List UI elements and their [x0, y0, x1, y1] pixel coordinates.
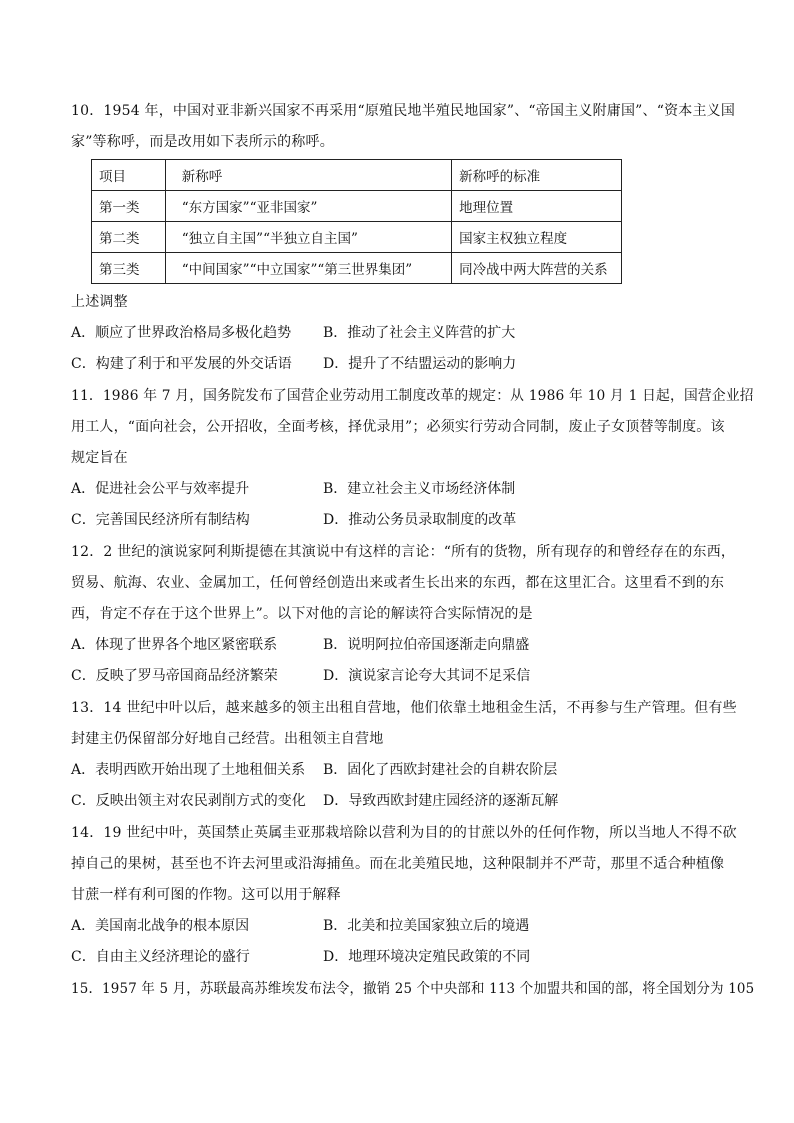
question-11-option-d: D．推动公务员录取制度的改革	[323, 512, 517, 528]
question-13-stem-line-2: 封建主仍保留部分好地自己经营。出租领主自营地	[71, 731, 384, 747]
table-row	[92, 253, 622, 284]
question-11-option-a: A．促进社会公平与效率提升	[71, 481, 250, 497]
question-12-stem-line-3: 西，肯定不存在于这个世界上”。以下对他的言论的解读符合实际情况的是	[71, 606, 533, 622]
question-12-option-b: B．说明阿拉伯帝国逐渐走向鼎盛	[323, 637, 530, 653]
table-row	[92, 222, 622, 253]
question-10-after-table: 上述调整	[71, 294, 128, 310]
question-12-option-a: A．体现了世界各个地区紧密联系	[71, 637, 278, 653]
question-12-option-c: C．反映了罗马帝国商品经济繁荣	[71, 668, 278, 684]
question-14-option-d: D．地理环境决定殖民政策的不同	[323, 949, 531, 965]
question-11-option-c: C．完善国民经济所有制结构	[71, 512, 250, 528]
question-11-stem-line-2: 用工人，“面向社会，公开招收，全面考核，择优录用”；必须实行劳动合同制，废止子女顶替等制度。该	[71, 419, 725, 435]
question-11-option-b: B．建立社会主义市场经济体制	[323, 481, 516, 497]
table-cell: 第三类	[92, 253, 166, 284]
table-header-row	[92, 160, 622, 191]
question-11-stem-line-3: 规定旨在	[71, 450, 128, 466]
question-13-option-c: C．反映出领主对农民剥削方式的变化	[71, 793, 306, 809]
question-14-stem-line-1: 14．19 世纪中叶，英国禁止英属圭亚那栽培除以营利为目的的甘蔗以外的任何作物，所以当地人不得不砍	[71, 825, 737, 841]
question-10-option-a: A．顺应了世界政治格局多极化趋势	[71, 325, 292, 341]
table-cell: “东方国家”“亚非国家”	[165, 191, 451, 222]
question-10-stem-line-2: 家”等称呼，而是改用如下表所示的称呼。	[71, 134, 334, 150]
question-14-option-a: A．美国南北战争的根本原因	[71, 918, 250, 934]
table-cell: 第二类	[92, 222, 166, 253]
question-13-option-a: A．表明西欧开始出现了土地租佃关系	[71, 762, 306, 778]
table-cell: “独立自主国”“半独立自主国”	[165, 222, 451, 253]
question-10-option-b: B．推动了社会主义阵营的扩大	[323, 325, 516, 341]
table-header-cell: 新称呼的标准	[452, 160, 622, 191]
question-14-stem-line-3: 甘蔗一样有利可图的作物。这可以用于解释	[71, 887, 341, 903]
table-header-cell: 项目	[92, 160, 166, 191]
question-10-option-c: C．构建了利于和平发展的外交话语	[71, 356, 292, 372]
question-13-option-b: B．固化了西欧封建社会的自耕农阶层	[323, 762, 558, 778]
question-14-option-b: B．北美和拉美国家独立后的境遇	[323, 918, 530, 934]
table-header-cell: 新称呼	[165, 160, 451, 191]
question-12-stem-line-1: 12．2 世纪的演说家阿利斯提德在其演说中有这样的言论：“所有的货物，所有现存的和曾经存在的东西，	[71, 544, 736, 560]
table-cell: 国家主权独立程度	[452, 222, 622, 253]
table-row	[92, 191, 622, 222]
table-cell: “中间国家”“中立国家”“第三世界集团”	[165, 253, 451, 284]
table-cell: 第一类	[92, 191, 166, 222]
question-12-option-d: D．演说家言论夸大其词不足采信	[323, 668, 531, 684]
question-11-stem-line-1: 11．1986 年 7 月，国务院发布了国营企业劳动用工制度改革的规定：从 1986 年 10 月 1 日起，国营企业招	[71, 388, 754, 404]
question-10-table	[91, 159, 622, 284]
question-15-stem-line-1: 15．1957 年 5 月，苏联最高苏维埃发布法令，撤销 25 个中央部和 113 个加盟共和国的部，将全国划分为 105	[71, 981, 755, 997]
question-12-stem-line-2: 贸易、航海、农业、金属加工，任何曾经创造出来或者生长出来的东西，都在这里汇合。这里看不到的东	[71, 575, 725, 591]
question-14-stem-line-2: 掉自己的果树，甚至也不许去河里或沿海捕鱼。而在北美殖民地，这种限制并不严苛，那里不适合种植像	[71, 856, 725, 872]
question-10-option-d: D．提升了不结盟运动的影响力	[323, 356, 517, 372]
table-cell: 同冷战中两大阵营的关系	[452, 253, 622, 284]
question-13-option-d: D．导致西欧封建庄园经济的逐渐瓦解	[323, 793, 559, 809]
table-cell: 地理位置	[452, 191, 622, 222]
question-13-stem-line-1: 13．14 世纪中叶以后，越来越多的领主出租自营地，他们依靠土地租金生活，不再参与生产管理。但有些	[71, 700, 737, 716]
question-14-option-c: C．自由主义经济理论的盛行	[71, 949, 250, 965]
question-10-stem-line-1: 10．1954 年，中国对亚非新兴国家不再采用“原殖民地半殖民地国家”、“帝国主义附庸国”、“资本主义国	[71, 103, 736, 119]
